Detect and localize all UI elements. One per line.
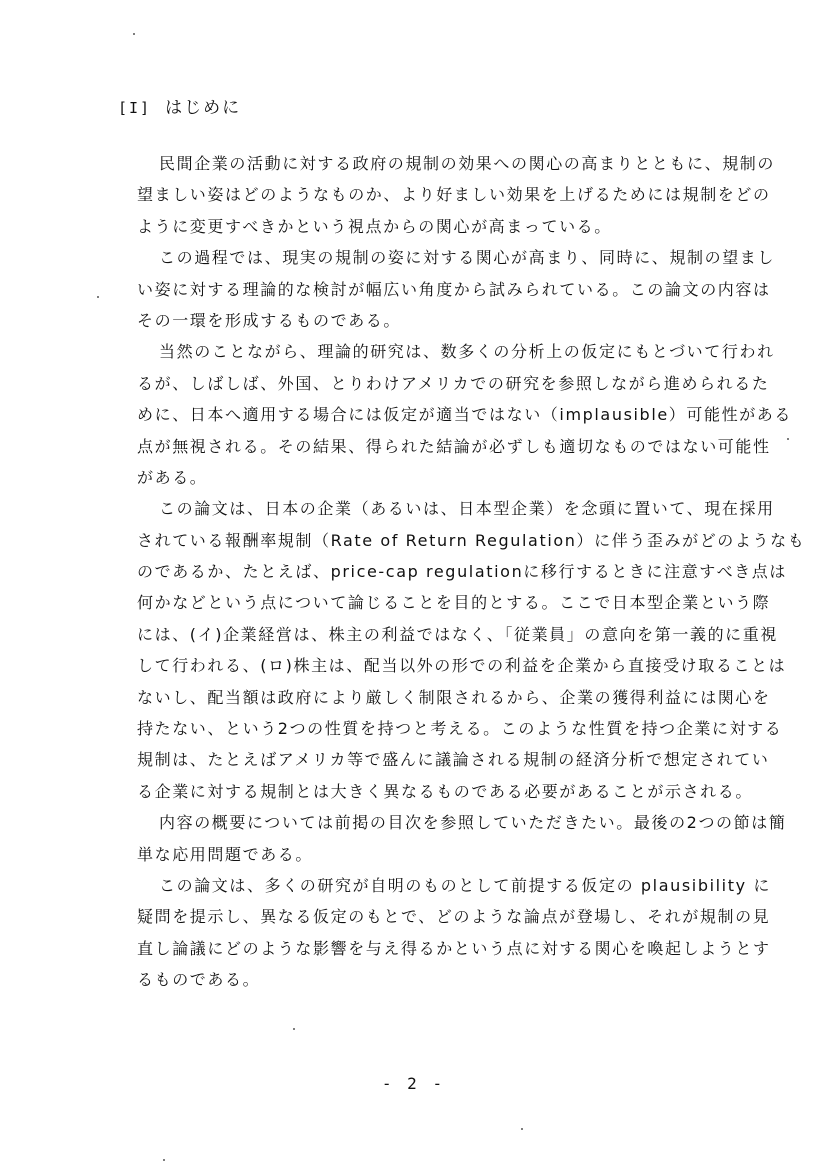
section-number: [I] (118, 99, 152, 117)
paragraph (118, 242, 776, 336)
text-line: 疑問を提示し、異なる仮定のもとで、どのような論点が登場し、それが規制の見 (137, 907, 771, 927)
scan-speck (293, 1028, 295, 1030)
text-line: 点が無視される。その結果、得られた結論が必ずしも適切なものではない可能性 (137, 436, 771, 456)
section-heading (118, 93, 241, 118)
text-line: この論文は、日本の企業（あるいは、日本型企業）を念頭に置いて、現在採用 (159, 499, 775, 519)
text-line: 単な応用問題である。 (137, 844, 314, 864)
scan-speck (97, 296, 99, 298)
scan-speck (787, 438, 789, 440)
paragraph (118, 493, 806, 807)
paragraph (118, 807, 787, 870)
text-line: この論文は、多くの研究が自明のものとして前提する仮定の plausibility に (159, 875, 771, 895)
paragraph (118, 336, 793, 493)
scan-speck (133, 33, 135, 35)
text-line: ないし、配当額は政府により厳しく制限されるから、企業の獲得利益には関心を (137, 687, 771, 707)
scan-speck (521, 1128, 523, 1130)
text-line: 望ましい姿はどのようなものか、より好ましい効果を上げるためには規制をどの (137, 185, 771, 205)
text-line: るものである。 (137, 970, 261, 990)
text-line: 直し論議にどのような影響を与え得るかという点に対する関心を喚起しようとす (137, 938, 771, 958)
text-line: い姿に対する理論的な検討が幅広い角度から試みられている。この論文の内容は (137, 279, 771, 299)
text-line: るが、しばしば、外国、とりわけアメリカでの研究を参照しながら進められるた (137, 373, 770, 393)
text-line: 何かなどという点について論じることを目的とする。ここで日本型企業という際 (137, 593, 771, 613)
paragraph (118, 870, 771, 996)
text-line: その一環を形成するものである。 (137, 310, 402, 330)
section-title: はじめに (165, 98, 242, 118)
text-line: ように変更すべきかという視点からの関心が高まっている。 (137, 216, 612, 236)
text-line: る企業に対する規制とは大きく異なるものである必要があることが示される。 (137, 781, 754, 801)
paragraph (118, 148, 776, 242)
text-line: 内容の概要については前掲の目次を参照していただきたい。最後の2つの節は簡 (159, 813, 787, 833)
text-line: 民間企業の活動に対する政府の規制の効果への関心の高まりとともに、規制の (159, 154, 776, 173)
page-number: - 2 - (381, 1074, 446, 1093)
text-line: のであるか、たとえば、price-cap regulationに移行するときに注意すべき点は (137, 562, 787, 582)
text-line: 当然のことながら、理論的研究は、数多くの分析上の仮定にもとづいて行われ (159, 342, 775, 362)
text-line: して行われる、(ロ)株主は、配当以外の形での利益を企業から直接受け取ることは (137, 656, 787, 676)
body-text (118, 148, 806, 996)
text-line: には、(イ)企業経営は、株主の利益ではなく、「従業員」の意向を第一義的に重視 (137, 624, 778, 644)
text-line: がある。 (137, 467, 208, 487)
text-line: 規制は、たとえばアメリカ等で盛んに議論される規制の経済分析で想定されてい (137, 750, 770, 770)
text-line: 持たない、という2つの性質を持つと考える。このような性質を持つ企業に対する (137, 719, 783, 739)
text-line: この過程では、現実の規制の姿に対する関心が高まり、同時に、規制の望まし (159, 248, 776, 268)
text-line: されている報酬率規制（Rate of Return Regulation）に伴う歪みがどのようなも (137, 530, 806, 550)
text-line: めに、日本へ適用する場合には仮定が適当ではない（implausible）可能性がある (137, 405, 793, 425)
scan-speck (163, 1159, 165, 1161)
